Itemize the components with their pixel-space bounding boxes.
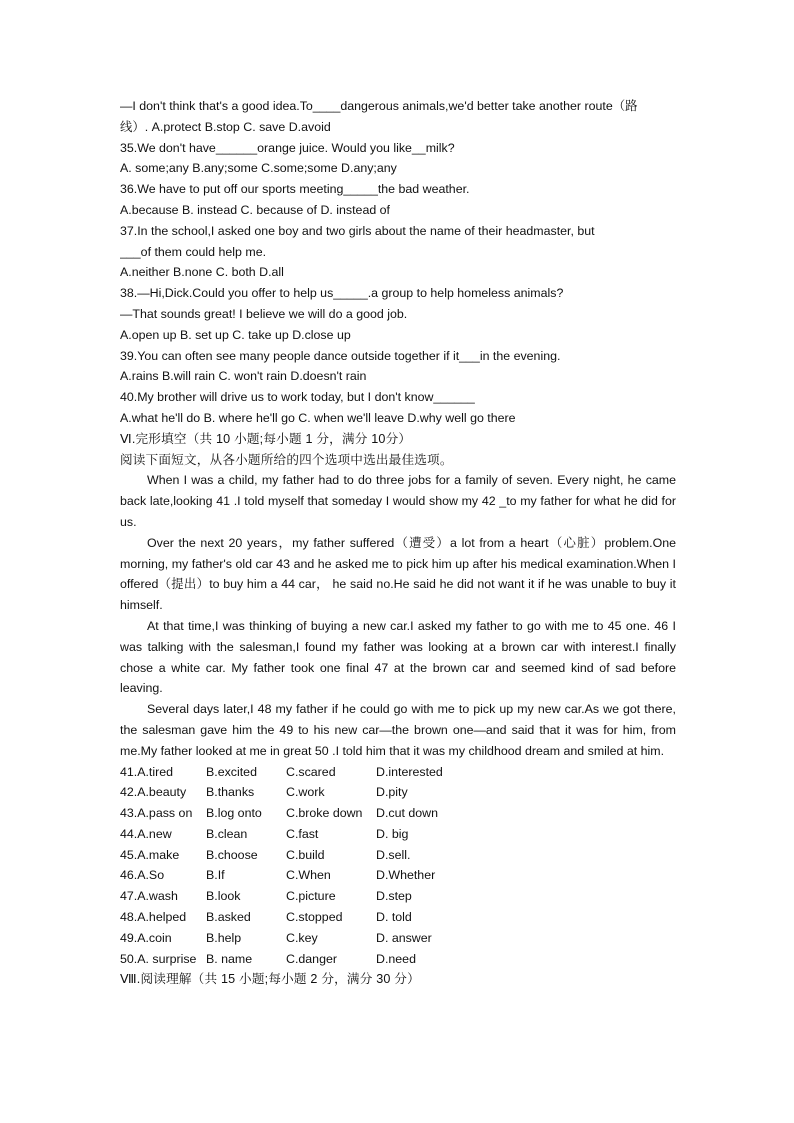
option-b: B.thanks (206, 785, 255, 800)
option-c: C.scared (286, 764, 336, 779)
option-b: B.clean (206, 826, 248, 841)
question-35-stem: 35.We don't have______orange juice. Would you like__milk? (120, 140, 455, 155)
question-37-stem-cont: ___of them could help me. (120, 244, 267, 259)
option-d: D.interested (376, 764, 443, 779)
option-a: 47.A.wash (120, 889, 178, 904)
cloze-option-row (120, 949, 676, 970)
question-37-stem: 37.In the school,I asked one boy and two girls about the name of their headmaster, but (120, 223, 595, 238)
cloze-option-row (120, 865, 676, 886)
option-d: D.sell. (376, 847, 411, 862)
option-b: B.help (206, 930, 242, 945)
option-a: 42.A.beauty (120, 785, 187, 800)
option-b: B.log onto (206, 806, 262, 821)
passage-paragraph-3: At that time,I was thinking of buying a new car.I asked my father to go with me to 45 one. 46 I was talking with the salesman,I found my father was looking at a brown car with interest.I finally chose a white car. My father took one final 47 at the brown car and seemed kind of sad before leaving. (120, 618, 676, 696)
option-c: C.work (286, 785, 325, 800)
option-d: D.cut down (376, 806, 438, 821)
section-8-heading: Ⅷ.阅读理解（共 15 小题;每小题 2 分，满分 30 分） (120, 972, 420, 987)
question-40-stem: 40.My brother will drive us to work today, but I don't know______ (120, 390, 475, 405)
cloze-option-row (120, 762, 676, 783)
option-a: 49.A.coin (120, 930, 172, 945)
option-b: B.asked (206, 910, 251, 925)
option-c: C.danger (286, 951, 337, 966)
option-b: B.choose (206, 847, 258, 862)
option-a: 48.A.helped (120, 910, 187, 925)
option-a: 43.A.pass on (120, 806, 193, 821)
cloze-option-row (120, 782, 676, 803)
worksheet-page (120, 96, 676, 990)
option-d: D. told (376, 910, 412, 925)
option-c: C.key (286, 930, 318, 945)
cloze-option-row (120, 886, 676, 907)
option-a: 44.A.new (120, 826, 172, 841)
option-c: C.fast (286, 826, 319, 841)
option-d: D. answer (376, 930, 432, 945)
option-d: D.step (376, 889, 412, 904)
option-c: C.build (286, 847, 325, 862)
question-40-options: A.what he'll do B. where he'll go C. when we'll leave D.why well go there (120, 410, 516, 425)
option-b: B.excited (206, 764, 257, 779)
option-b: B.look (206, 889, 241, 904)
option-d: D. big (376, 826, 409, 841)
question-39-stem: 39.You can often see many people dance outside together if it___in the evening. (120, 348, 561, 363)
cloze-option-row (120, 845, 676, 866)
option-c: C.picture (286, 889, 336, 904)
option-a: 41.A.tired (120, 764, 174, 779)
question-37-options: A.neither B.none C. both D.all (120, 265, 284, 280)
cloze-option-row (120, 803, 676, 824)
passage-paragraph-4: Several days later,I 48 my father if he could go with me to pick up my new car.As we got there, the salesman gave him the 49 to his new car—the brown one—and said that it was for him, from me.My father looked at me in great 50 .I told him that it was my childhood dream and smiled at him. (120, 702, 676, 758)
question-34-stem: —I don't think that's a good idea.To____dangerous animals,we'd better take another route（路 (120, 99, 638, 113)
option-a: 50.A. surprise (120, 951, 197, 966)
option-d: D.need (376, 951, 416, 966)
option-b: B. name (206, 951, 253, 966)
section-6-instruction: 阅读下面短文，从各小题所给的四个选项中选出最佳选项。 (120, 452, 453, 467)
question-38-options: A.open up B. set up C. take up D.close up (120, 327, 351, 342)
question-36-options: A.because B. instead C. because of D. instead of (120, 202, 391, 217)
cloze-option-row (120, 824, 676, 845)
option-c: C.When (286, 868, 331, 883)
passage-paragraph-2: Over the next 20 years，my father suffered（遭受）a lot from a heart（心脏）problem.One morning, my father's old car 43 and he asked me to pick him up after his medical examination.When I offered（提出）to buy him a 44 car， he said no.He said he did not want it if he was unable to buy it himself. (120, 535, 676, 613)
option-d: D.Whether (376, 868, 436, 883)
question-39-options: A.rains B.will rain C. won't rain D.doesn't rain (120, 369, 367, 384)
passage-paragraph-1: When I was a child, my father had to do three jobs for a family of seven. Every night, he came back late,looking 41 .I told myself that someday I would show my 42 _to my father for what he did for us. (120, 473, 676, 529)
section-6-heading: Ⅵ.完形填空（共 10 小题;每小题 1 分，满分 10分） (120, 431, 412, 446)
option-d: D.pity (376, 785, 408, 800)
option-c: C.stopped (286, 910, 343, 925)
option-c: C.broke down (286, 806, 363, 821)
question-35-options: A. some;any B.any;some C.some;some D.any;any (120, 161, 397, 176)
question-34-options: 线）. A.protect B.stop C. save D.avoid (120, 119, 331, 134)
question-36-stem: 36.We have to put off our sports meeting_____the bad weather. (120, 182, 470, 197)
option-a: 46.A.So (120, 868, 165, 883)
cloze-options-list (120, 762, 676, 970)
question-38-reply: —That sounds great! I believe we will do a good job. (120, 306, 408, 321)
option-b: B.If (206, 868, 225, 883)
cloze-option-row (120, 907, 676, 928)
cloze-option-row (120, 928, 676, 949)
option-a: 45.A.make (120, 847, 180, 862)
question-38-stem: 38.—Hi,Dick.Could you offer to help us_____.a group to help homeless animals? (120, 286, 564, 301)
